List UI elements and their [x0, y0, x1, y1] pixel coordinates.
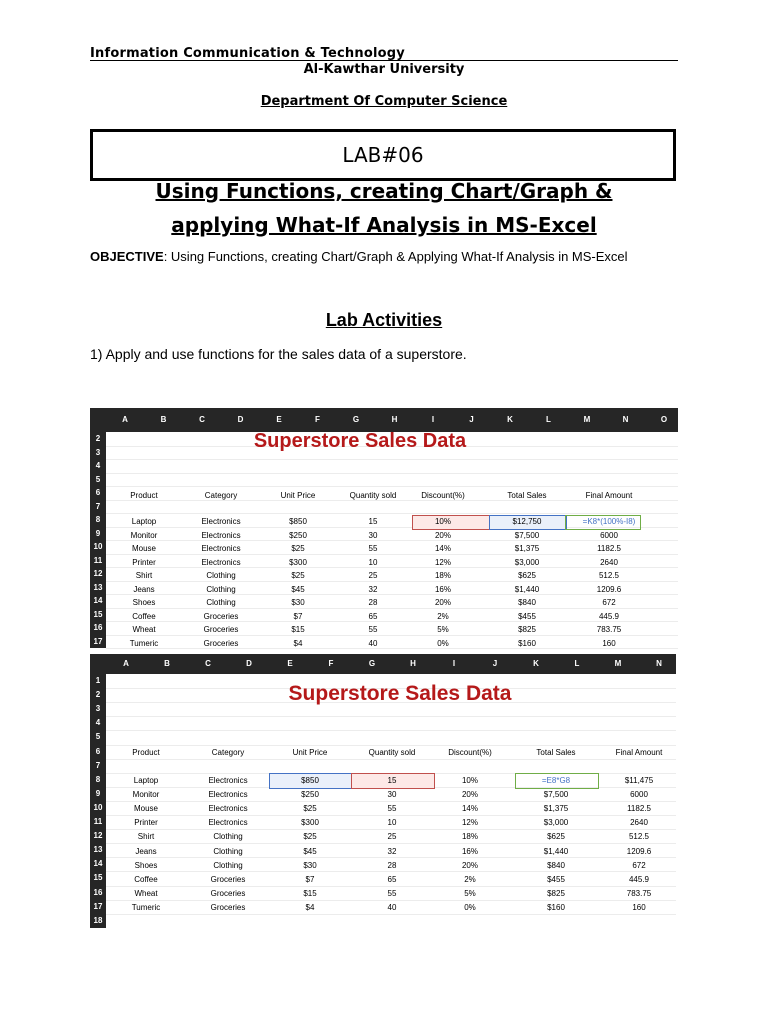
- table-cell: 783.75: [626, 888, 652, 898]
- table-cell: 55: [368, 625, 378, 634]
- table-cell: 20%: [434, 598, 451, 607]
- table-cell: 10%: [461, 776, 478, 785]
- table-cell: $850: [289, 517, 307, 526]
- column-header-j: J: [469, 415, 474, 424]
- table-cell: 25: [387, 832, 397, 842]
- column-header-a: A: [122, 415, 128, 424]
- row-header-4: 4: [95, 718, 101, 728]
- column-header-f: F: [315, 415, 320, 424]
- table-cell: 160: [632, 902, 646, 912]
- institution-name: Information Communication & Technology: [90, 46, 405, 61]
- table-cell: $850: [301, 776, 319, 785]
- grid-line: [106, 843, 676, 844]
- table-cell: 25: [368, 571, 378, 580]
- table-header-cell: Unit Price: [280, 491, 316, 500]
- table-cell: $840: [547, 860, 565, 870]
- table-cell: $4: [305, 902, 315, 912]
- table-cell: =E8*G8: [541, 776, 571, 785]
- table-cell: Shirt: [135, 571, 153, 580]
- row-header-strip: [90, 674, 106, 928]
- table-cell: 55: [387, 888, 397, 898]
- row-header-15: 15: [93, 609, 103, 619]
- table-cell: 28: [387, 860, 397, 870]
- table-header-cell: Category: [204, 491, 238, 500]
- row-header-9: 9: [95, 528, 101, 538]
- table-cell: $625: [547, 832, 565, 842]
- table-cell: Printer: [134, 818, 158, 828]
- row-header-12: 12: [93, 831, 103, 841]
- grid-line: [106, 554, 678, 555]
- column-header-bar: [90, 408, 678, 432]
- table-cell: Electronics: [208, 790, 248, 800]
- table-cell: 2%: [464, 874, 476, 884]
- table-header-cell: Discount(%): [421, 491, 465, 500]
- table-cell: Mouse: [131, 544, 156, 553]
- column-header-c: C: [199, 415, 205, 424]
- table-cell: 783.75: [596, 625, 622, 634]
- lab-number: LAB#06: [342, 143, 424, 167]
- row-header-4: 4: [95, 461, 101, 470]
- table-cell: $25: [291, 571, 305, 580]
- row-header-13: 13: [93, 845, 103, 855]
- table-cell: $4: [293, 638, 303, 648]
- table-header-cell: Final Amount: [585, 491, 633, 500]
- table-cell: $3,000: [543, 818, 569, 828]
- table-cell: $1,375: [543, 804, 569, 814]
- grid-line: [106, 871, 676, 872]
- table-cell: 30: [368, 530, 378, 540]
- grid-line: [106, 886, 676, 887]
- objective-text: : Using Functions, creating Chart/Graph & Applying What-If Analysis in MS-Excel: [163, 249, 628, 264]
- row-header-1: 1: [95, 676, 101, 685]
- table-cell: 30: [387, 790, 397, 800]
- table-cell: $11,475: [624, 776, 654, 785]
- row-header-7: 7: [95, 760, 101, 770]
- table-cell: Mouse: [133, 804, 158, 814]
- column-header-d: D: [237, 415, 244, 424]
- table-cell: $7: [305, 874, 315, 884]
- table-cell: $825: [547, 888, 565, 898]
- table-cell: Electronics: [201, 530, 241, 540]
- table-cell: 1209.6: [596, 584, 622, 594]
- column-header-e: E: [287, 659, 293, 668]
- grid-line: [106, 567, 678, 568]
- activity-item-1: 1) Apply and use functions for the sales data of a superstore.: [90, 346, 467, 362]
- table-cell: 5%: [464, 888, 476, 898]
- table-cell: Electronics: [208, 776, 248, 785]
- table-cell: 6000: [600, 530, 618, 540]
- row-header-13: 13: [93, 582, 103, 592]
- table-cell: $300: [289, 557, 307, 567]
- table-cell: $30: [303, 860, 317, 870]
- table-cell: Electronics: [208, 804, 248, 814]
- row-header-15: 15: [93, 873, 103, 883]
- table-cell: 0%: [437, 638, 449, 648]
- grid-line: [106, 486, 678, 487]
- table-cell: 20%: [461, 860, 478, 870]
- grid-line: [106, 594, 678, 595]
- row-header-2: 2: [95, 434, 101, 443]
- table-cell: 1182.5: [597, 544, 621, 553]
- column-header-l: L: [574, 659, 580, 668]
- table-cell: $15: [291, 625, 305, 634]
- table-header-cell: Final Amount: [615, 748, 663, 757]
- table-header-cell: Product: [130, 491, 158, 500]
- table-cell: 16%: [461, 846, 478, 856]
- objective: [90, 249, 628, 264]
- table-cell: 445.9: [598, 611, 620, 621]
- table-cell: 20%: [434, 530, 451, 540]
- table-cell: $25: [303, 832, 317, 842]
- table-cell: Groceries: [210, 874, 246, 884]
- table-header-cell: Total Sales: [507, 491, 547, 500]
- table-cell: Electronics: [208, 818, 248, 828]
- row-header-6: 6: [95, 488, 101, 497]
- table-cell: $3,000: [514, 557, 540, 567]
- table-header-cell: Unit Price: [292, 748, 328, 757]
- sheet-title: Superstore Sales Data: [288, 682, 512, 705]
- grid-line: [106, 716, 676, 717]
- table-cell: Clothing: [206, 584, 236, 594]
- grid-line: [106, 540, 678, 541]
- column-header-g: G: [368, 659, 376, 668]
- table-cell: 5%: [437, 625, 449, 634]
- row-header-3: 3: [95, 704, 101, 714]
- header-divider: [90, 60, 678, 61]
- table-header-cell: Product: [132, 748, 160, 757]
- grid-line: [106, 581, 678, 582]
- table-header-cell: Category: [211, 748, 245, 757]
- table-cell: 12%: [434, 557, 451, 567]
- row-header-8: 8: [95, 774, 101, 784]
- table-cell: 65: [387, 874, 397, 884]
- row-header-17: 17: [93, 901, 103, 911]
- table-header-cell: Quantity sold: [349, 491, 397, 500]
- table-cell: 18%: [461, 832, 478, 842]
- table-cell: Groceries: [203, 611, 239, 621]
- grid-line: [106, 815, 676, 816]
- row-header-14: 14: [93, 859, 103, 869]
- table-cell: 18%: [434, 571, 451, 580]
- department-name: Department Of Computer Science: [260, 94, 508, 109]
- table-cell: 160: [602, 638, 616, 648]
- row-header-11: 11: [93, 817, 103, 826]
- table-cell: 12%: [461, 818, 478, 828]
- column-header-k: K: [507, 415, 513, 424]
- table-cell: Clothing: [213, 846, 243, 856]
- table-cell: Wheat: [134, 888, 158, 898]
- table-cell: Groceries: [210, 902, 246, 912]
- table-cell: 32: [387, 846, 397, 856]
- table-cell: Clothing: [206, 598, 236, 607]
- row-header-5: 5: [95, 732, 101, 742]
- table-cell: $7,500: [543, 790, 569, 800]
- grid-line: [106, 648, 678, 649]
- objective-label: OBJECTIVE: [90, 249, 164, 264]
- row-header-8: 8: [95, 515, 101, 524]
- table-cell: 6000: [630, 790, 648, 800]
- table-cell: =K8*(100%-I8): [582, 517, 636, 526]
- table-cell: Groceries: [210, 888, 246, 898]
- university-name: [0, 62, 768, 77]
- table-cell: Clothing: [213, 832, 243, 842]
- table-cell: $455: [518, 611, 536, 621]
- table-cell: Shirt: [137, 832, 155, 842]
- table-cell: Printer: [132, 557, 156, 567]
- table-cell: $840: [518, 598, 536, 607]
- table-cell: 445.9: [628, 874, 650, 884]
- table-cell: $1,440: [543, 846, 569, 856]
- table-cell: Electronics: [201, 544, 241, 553]
- table-cell: Clothing: [213, 860, 243, 870]
- table-cell: Laptop: [131, 517, 157, 526]
- column-header-h: H: [410, 659, 416, 668]
- row-header-14: 14: [93, 596, 103, 605]
- table-cell: 15: [368, 517, 378, 526]
- grid-line: [106, 759, 676, 760]
- table-cell: 32: [368, 584, 378, 594]
- column-header-e: E: [276, 415, 282, 424]
- grid-line: [106, 745, 676, 746]
- grid-line: [106, 635, 678, 636]
- table-cell: 2640: [630, 818, 648, 828]
- table-cell: Wheat: [132, 625, 156, 634]
- table-cell: $160: [547, 902, 565, 912]
- table-cell: Groceries: [203, 625, 239, 634]
- table-cell: Shoes: [132, 598, 156, 607]
- grid-line: [106, 608, 678, 609]
- table-cell: 2640: [600, 557, 618, 567]
- table-cell: Tumeric: [129, 638, 159, 648]
- column-header-m: M: [583, 415, 591, 424]
- table-cell: $30: [291, 598, 305, 607]
- table-cell: Laptop: [133, 776, 159, 785]
- table-cell: $250: [301, 790, 319, 800]
- table-cell: 65: [368, 611, 378, 621]
- table-cell: 1182.5: [627, 804, 651, 814]
- table-cell: 10: [387, 818, 397, 828]
- row-header-16: 16: [93, 623, 103, 632]
- table-cell: 2%: [437, 611, 449, 621]
- column-header-h: H: [391, 415, 398, 424]
- table-cell: $1,440: [514, 584, 540, 594]
- table-cell: Electronics: [201, 557, 241, 567]
- sheet-title: Superstore Sales Data: [253, 430, 467, 452]
- row-header-10: 10: [93, 542, 103, 551]
- table-cell: 10%: [434, 517, 451, 526]
- table-cell: $15: [303, 888, 317, 898]
- table-cell: 14%: [434, 544, 451, 553]
- row-header-11: 11: [93, 555, 103, 565]
- table-cell: 672: [602, 598, 616, 607]
- lab-activities-heading: Lab Activities: [325, 310, 443, 330]
- row-header-5: 5: [95, 474, 101, 484]
- row-header-18: 18: [93, 915, 103, 925]
- table-cell: 55: [387, 804, 397, 814]
- column-header-bar: [90, 654, 676, 674]
- column-header-l: L: [546, 415, 551, 424]
- grid-line: [106, 513, 678, 514]
- column-header-f: F: [328, 659, 334, 668]
- lab-title: [90, 174, 678, 242]
- row-header-9: 9: [95, 788, 101, 798]
- table-cell: Clothing: [206, 571, 236, 580]
- table-cell: Monitor: [130, 530, 158, 540]
- grid-line: [106, 730, 676, 731]
- spreadsheet-screenshot-1: [90, 408, 678, 653]
- table-cell: Shoes: [134, 860, 158, 870]
- row-header-10: 10: [93, 802, 103, 812]
- table-cell: Tumeric: [131, 902, 161, 912]
- lab-title-line2: applying What-If Analysis in MS-Excel: [171, 213, 597, 237]
- table-cell: 15: [387, 776, 397, 785]
- column-header-m: M: [614, 659, 622, 668]
- grid-line: [106, 900, 676, 901]
- row-header-6: 6: [95, 746, 101, 756]
- table-cell: Jeans: [133, 584, 155, 594]
- row-header-3: 3: [95, 447, 101, 457]
- column-header-k: K: [533, 659, 539, 668]
- row-header-17: 17: [93, 636, 103, 646]
- table-cell: Jeans: [135, 846, 157, 856]
- column-header-o: O: [660, 415, 668, 424]
- table-cell: $1,375: [514, 544, 540, 553]
- column-header-j: J: [492, 659, 498, 668]
- table-header-cell: Quantity sold: [368, 748, 416, 757]
- table-header-cell: Total Sales: [536, 748, 576, 757]
- table-cell: 40: [368, 638, 378, 648]
- column-header-d: D: [246, 659, 252, 668]
- table-cell: $25: [291, 544, 305, 553]
- table-cell: Groceries: [203, 638, 239, 648]
- grid-line: [106, 829, 676, 830]
- table-cell: $300: [301, 818, 319, 828]
- table-cell: 10: [368, 557, 378, 567]
- row-header-7: 7: [95, 501, 101, 511]
- table-cell: 1209.6: [626, 846, 652, 856]
- table-cell: 14%: [461, 804, 478, 814]
- table-cell: 16%: [434, 584, 451, 594]
- table-cell: $12,750: [512, 517, 542, 526]
- column-header-b: B: [164, 659, 170, 668]
- table-cell: 0%: [464, 902, 476, 912]
- column-header-i: I: [431, 415, 435, 424]
- row-header-16: 16: [93, 887, 103, 897]
- table-cell: 28: [368, 598, 378, 607]
- table-cell: 512.5: [628, 832, 650, 842]
- table-cell: $625: [518, 571, 536, 580]
- grid-line: [106, 857, 676, 858]
- row-header-2: 2: [95, 690, 101, 700]
- table-cell: $7,500: [514, 530, 540, 540]
- table-cell: $160: [518, 638, 536, 648]
- table-cell: Coffee: [132, 611, 156, 621]
- grid-line: [106, 473, 678, 474]
- table-cell: $45: [303, 846, 317, 856]
- column-header-a: A: [123, 659, 129, 668]
- column-header-i: I: [452, 659, 456, 668]
- column-header-g: G: [352, 415, 360, 424]
- column-header-b: B: [160, 415, 167, 424]
- column-header-n: N: [656, 659, 662, 668]
- table-cell: 512.5: [598, 571, 620, 580]
- table-cell: Monitor: [132, 790, 160, 800]
- table-cell: $25: [303, 804, 317, 814]
- column-header-c: C: [205, 659, 211, 668]
- table-cell: $250: [289, 530, 307, 540]
- grid-line: [106, 914, 676, 915]
- grid-line: [106, 621, 678, 622]
- column-header-n: N: [622, 415, 629, 424]
- table-cell: Coffee: [134, 874, 158, 884]
- table-cell: 55: [368, 544, 378, 553]
- grid-line: [106, 801, 676, 802]
- table-cell: 20%: [461, 790, 478, 800]
- university-name-text: Al-Kawthar University: [303, 62, 465, 77]
- table-cell: 672: [632, 860, 646, 870]
- table-cell: $45: [291, 584, 305, 594]
- table-cell: $825: [518, 625, 536, 634]
- spreadsheet-screenshot-2: [90, 654, 676, 928]
- table-cell: $7: [293, 611, 303, 621]
- table-header-cell: Discount(%): [448, 748, 492, 757]
- table-cell: Electronics: [201, 517, 241, 526]
- lab-title-line1: Using Functions, creating Chart/Graph &: [155, 179, 613, 203]
- grid-line: [106, 459, 678, 460]
- table-cell: 40: [387, 902, 397, 912]
- table-cell: $455: [547, 874, 565, 884]
- row-header-12: 12: [93, 569, 103, 578]
